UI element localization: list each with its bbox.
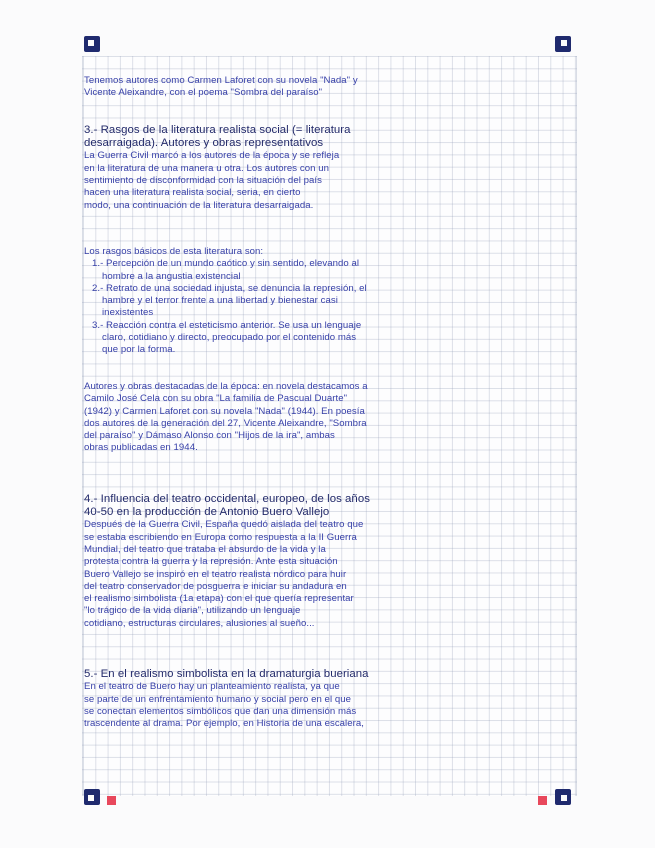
text-line: obras publicadas en 1944.	[84, 442, 198, 454]
red-dot-right	[538, 796, 547, 805]
text-line: se parte de un enfrentamiento humano y social pero en el que	[84, 693, 352, 705]
text-line: modo, una continuación de la literatura desarraigada.	[84, 199, 314, 211]
list-item-cont: inexistentes	[102, 307, 154, 319]
text-line: Autores y obras destacadas de la época: en novela destacamos a	[84, 381, 368, 392]
text-line: protesta contra la guerra y la represión. Ante esta situación	[84, 556, 338, 568]
text-line: La Guerra Civil marcó a los autores de la época y se refleja	[84, 150, 340, 162]
text-line: (1942) y Carmen Laforet con su novela "Nada" (1944). En poesía	[84, 405, 365, 417]
text-line: Camilo José Cela con su obra "La familia de Pascual Duarte"	[84, 393, 348, 405]
section-title: 4.- Influencia del teatro occidental, europeo, de los años	[84, 493, 370, 505]
corner-marker-icon-top-left	[84, 36, 100, 52]
list-item: 1.- Percepción de un mundo caótico y sin sentido, elevando al	[92, 258, 360, 270]
section-title: 5.- En el realismo simbolista en la dramaturgia bueriana	[84, 668, 369, 680]
text-line: "lo trágico de la vida diaria", utilizando un lenguaje	[84, 605, 301, 617]
text-line: se estaba escribiendo en Europa como respuesta a la II Guerra	[84, 531, 357, 543]
text-line: En el teatro de Buero hay un planteamiento realista, ya que	[84, 681, 340, 693]
text-line: Tenemos autores como Carmen Laforet con su novela "Nada" y	[84, 75, 358, 86]
text-line: en la literatura de una manera u otra. Los autores con un	[84, 162, 329, 174]
section-5	[84, 668, 558, 730]
list-item-cont: hambre y el terror frente a una libertad y bienestar casi	[102, 295, 338, 307]
text-line: cotidiano, estructuras circulares, alusiones al sueño...	[84, 617, 315, 629]
text-line: el realismo simbolista (1a etapa) con el que quería representar	[84, 593, 354, 605]
red-dot-left	[107, 796, 116, 805]
section-title: 3.- Rasgos de la literatura realista social (= literatura	[84, 124, 351, 136]
text-line: dos autores de la generación del 27, Vicente Aleixandre, "Sombra	[84, 417, 367, 429]
text-line: trascendente al drama. Por ejemplo, en Historia de una escalera,	[84, 718, 364, 730]
text-line: del teatro conservador de posguerra e iniciar su andadura en	[84, 580, 347, 592]
text-line: se conectan elementos simbólicos que dan una dimensión más	[84, 705, 357, 717]
text-line: Mundial, del teatro que trataba el absurdo de la vida y la	[84, 544, 326, 555]
text-line: del paraíso" y Dámaso Alonso con "Hijos de la ira", ambas	[84, 430, 335, 442]
text-line: sentimiento de disconformidad con la situación del país	[84, 175, 322, 186]
corner-marker-icon-top-right	[555, 36, 571, 52]
corner-marker-icon-bottom-left	[84, 789, 100, 805]
corner-marker-icon-bottom-right	[555, 789, 571, 805]
list-item: 2.- Retrato de una sociedad injusta, se denuncia la represión, el	[92, 282, 367, 294]
text-line: Después de la Guerra Civil, España quedó aislada del teatro que	[84, 519, 364, 531]
section-title: 40-50 en la producción de Antonio Buero Vallejo	[84, 506, 330, 519]
list-item: 3.- Reacción contra el esteticismo anterior. Se usa un lenguaje	[92, 319, 362, 331]
section-4	[84, 493, 558, 630]
section-3-list	[84, 246, 558, 357]
text-line: hacen una literatura realista social, seria, en cierto	[84, 187, 301, 199]
list-item-cont: hombre a la angustia existencial	[102, 270, 241, 282]
list-intro: Los rasgos básicos de esta literatura son:	[84, 246, 264, 257]
list-item-cont: que por la forma.	[102, 344, 176, 356]
section-title: desarraigada). Autores y obras representativos	[84, 137, 324, 150]
text-line: Buero Vallejo se inspiró en el teatro realista nórdico para huir	[84, 568, 347, 580]
intro-block	[84, 75, 558, 100]
list-item-cont: claro, cotidiano y directo, preocupado por el contenido más	[102, 332, 357, 344]
section-3-authors	[84, 381, 558, 455]
text-line: Vicente Aleixandre, con el poema "Sombra del paraíso"	[84, 87, 323, 99]
section-3	[84, 124, 558, 212]
